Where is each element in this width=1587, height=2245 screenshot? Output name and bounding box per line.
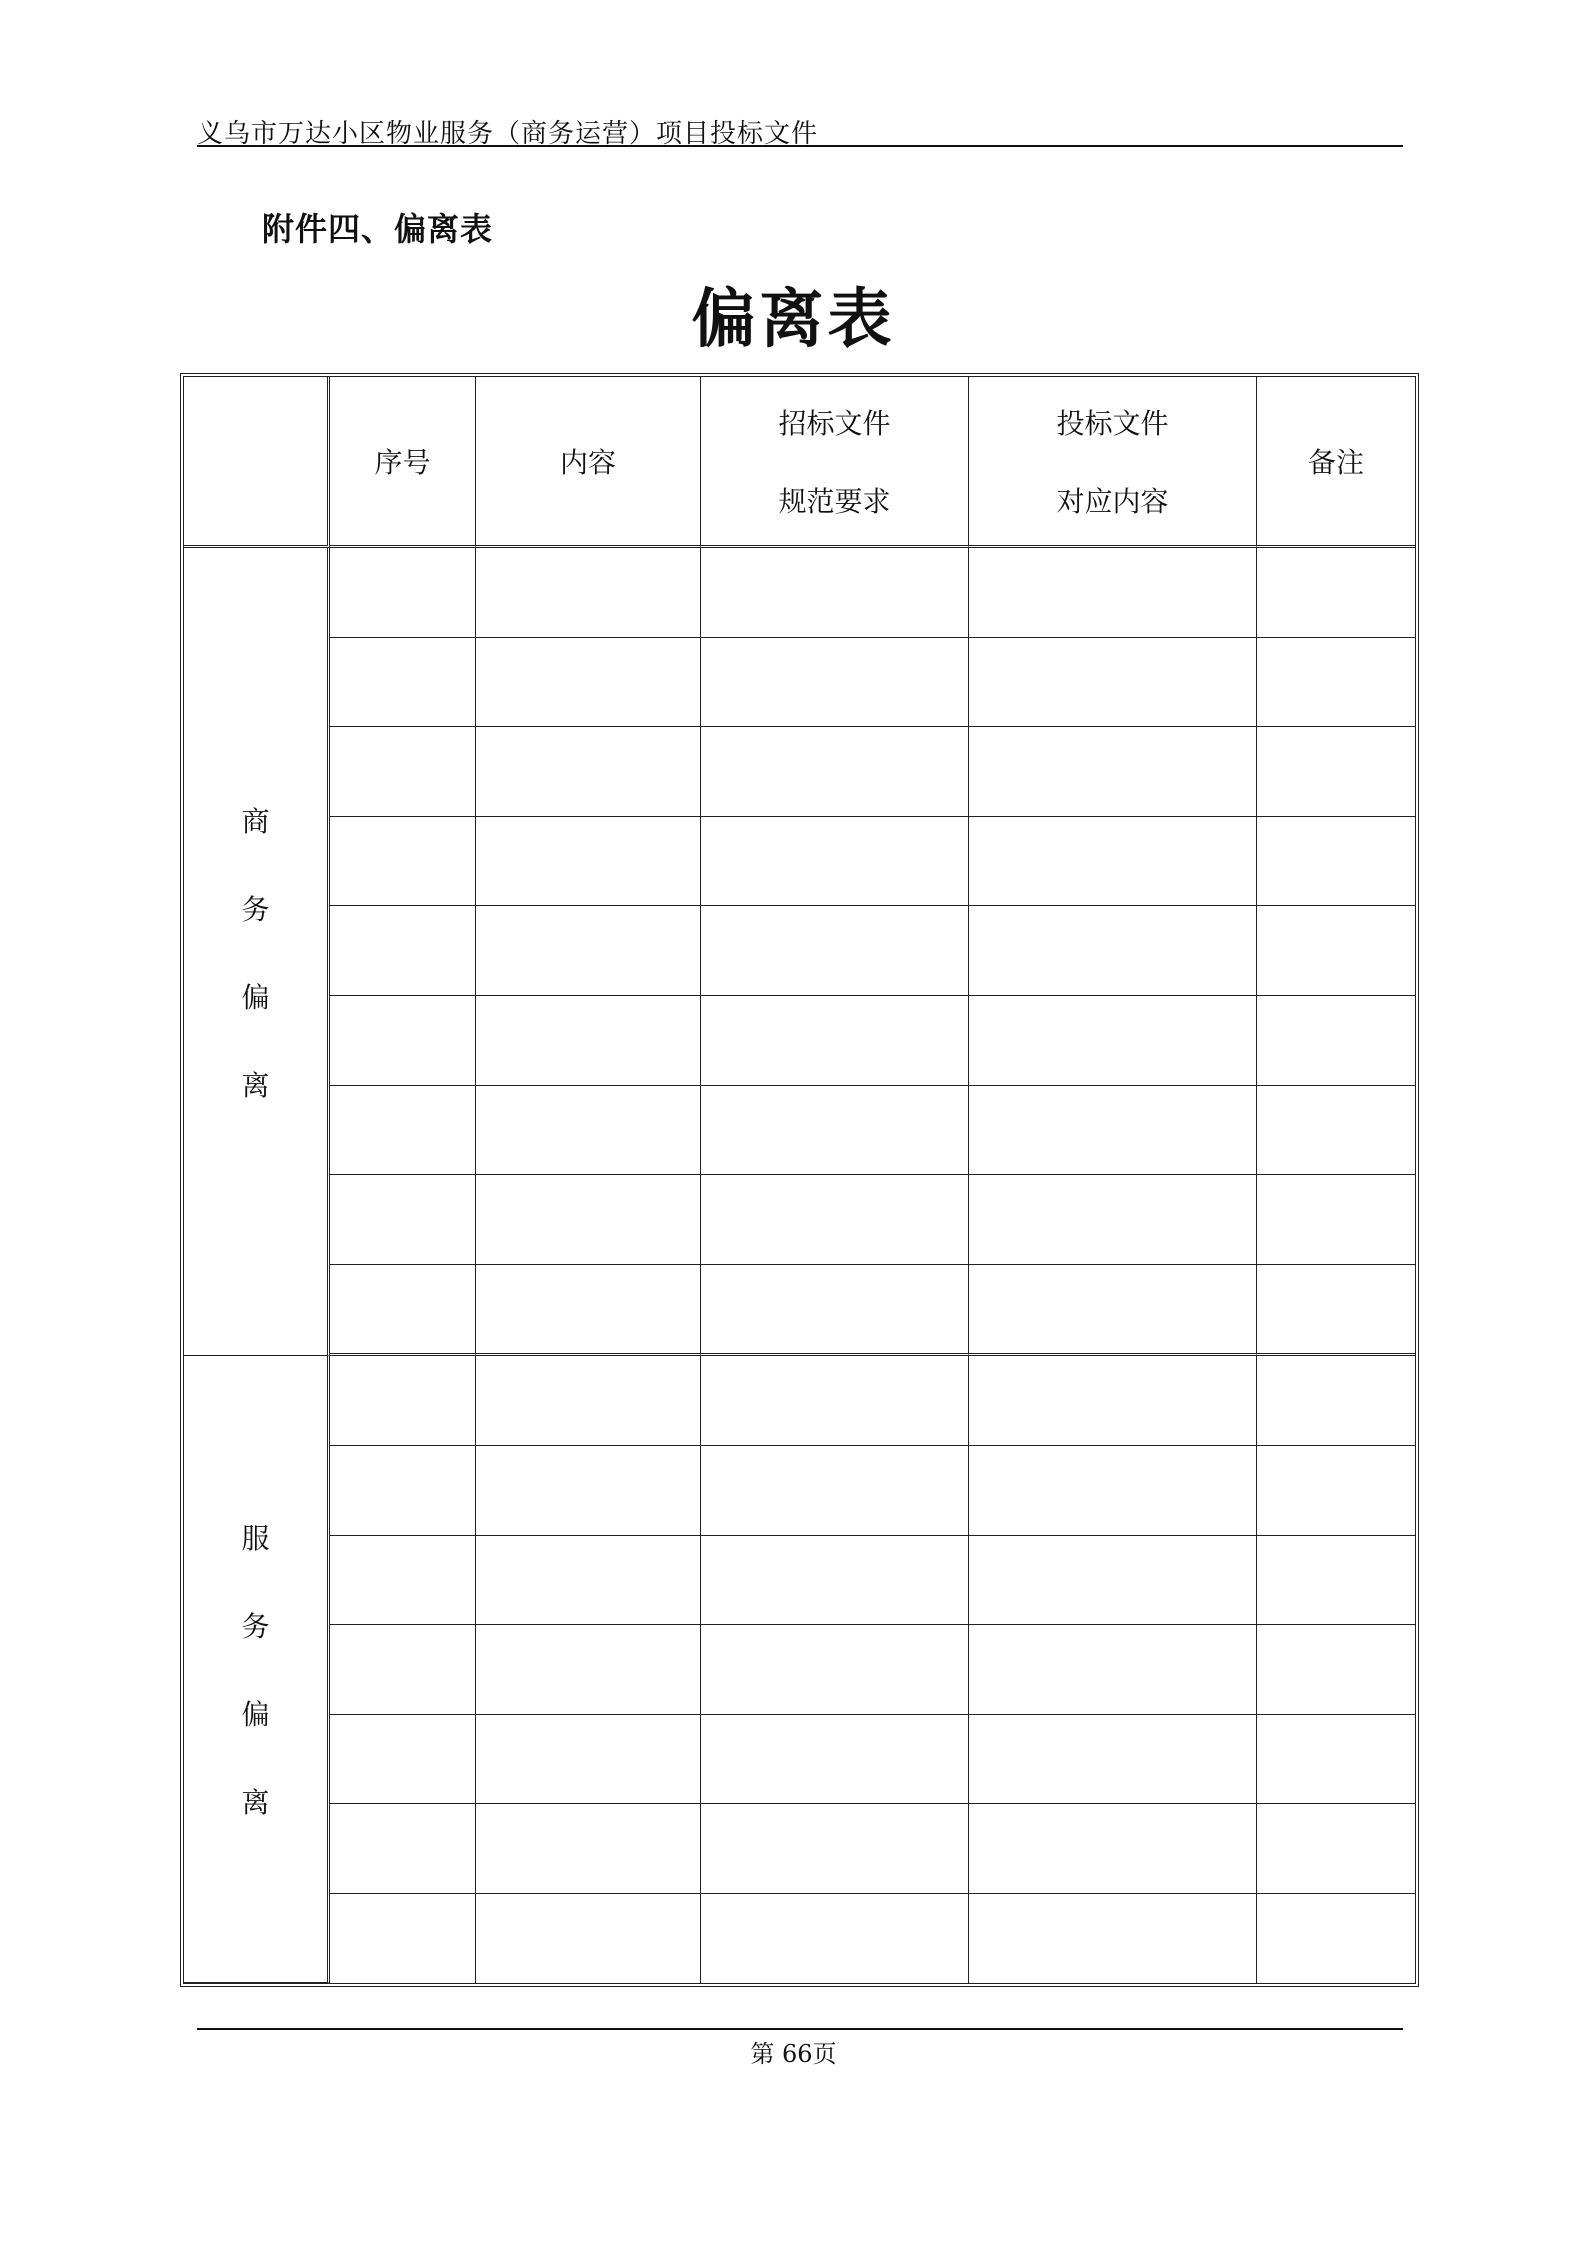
- table-cell: [1257, 1265, 1415, 1357]
- table-cell: [476, 1625, 701, 1715]
- table-cell: [330, 1804, 476, 1894]
- table-cell: [476, 1804, 701, 1894]
- table-cell: [1257, 1715, 1415, 1805]
- table-row: [184, 1265, 1415, 1357]
- table-cell: [330, 548, 476, 638]
- table-cell: [1257, 1446, 1415, 1536]
- table-cell: [701, 1265, 969, 1357]
- table-cell: [701, 548, 969, 638]
- business-deviation-label-char: 务: [241, 892, 270, 926]
- table-row: [184, 1625, 1415, 1715]
- table-cell: [330, 1086, 476, 1176]
- service-deviation-label-char: 偏: [241, 1697, 270, 1731]
- table-cell: [969, 638, 1257, 728]
- header-bid-content: [969, 377, 1257, 548]
- header-bid-line2: 对应内容: [1056, 485, 1169, 518]
- table-cell: [476, 817, 701, 907]
- table-cell: [1257, 817, 1415, 907]
- table-cell: [330, 1536, 476, 1626]
- table-cell: [969, 1715, 1257, 1805]
- table-cell: [330, 817, 476, 907]
- table-cell: [701, 1536, 969, 1626]
- header-remarks: 备注: [1257, 377, 1415, 548]
- table-header-row: [184, 377, 1415, 548]
- table-cell: [330, 1356, 476, 1446]
- table-cell: [1257, 906, 1415, 996]
- header-tender-requirements: [701, 377, 969, 548]
- table-row: [184, 638, 1415, 728]
- table-row: [184, 727, 1415, 817]
- table-cell: [969, 1536, 1257, 1626]
- table-cell: [476, 548, 701, 638]
- table-cell: [969, 548, 1257, 638]
- table-cell: [1257, 1356, 1415, 1446]
- business-deviation-label-char: 离: [241, 1068, 270, 1102]
- header-rule: [197, 145, 1403, 147]
- table-cell: [701, 1086, 969, 1176]
- header-content: 内容: [476, 377, 701, 548]
- table-cell: [476, 1536, 701, 1626]
- table-cell: [969, 1894, 1257, 1983]
- table-cell: [969, 906, 1257, 996]
- table-cell: [1257, 638, 1415, 728]
- table-cell: [1257, 1175, 1415, 1265]
- service-deviation-label: [184, 1517, 327, 1821]
- section-heading: 附件四、偏离表: [262, 210, 494, 248]
- table-cell: [476, 1446, 701, 1536]
- table-cell: [701, 638, 969, 728]
- table-cell: [701, 1175, 969, 1265]
- table-cell: [969, 817, 1257, 907]
- service-deviation-label-char: 离: [241, 1785, 270, 1819]
- table-row: [184, 1446, 1415, 1536]
- table-cell: [476, 1894, 701, 1983]
- table-cell: [476, 1175, 701, 1265]
- deviation-table: [180, 373, 1419, 1987]
- header-tender-line1: 招标文件: [778, 407, 891, 440]
- service-deviation-label-char: 务: [241, 1609, 270, 1643]
- table-row: [184, 906, 1415, 996]
- business-deviation-label: [184, 800, 327, 1104]
- page-number: 第 66页: [750, 2040, 837, 2068]
- table-cell: [969, 1265, 1257, 1357]
- table-cell: [330, 996, 476, 1086]
- table-cell: [701, 906, 969, 996]
- table-cell: [701, 727, 969, 817]
- table-row: [184, 1086, 1415, 1176]
- table-cell: [1257, 1894, 1415, 1983]
- header-corner-cell: [184, 377, 330, 548]
- business-deviation-label-char: 偏: [241, 980, 270, 1014]
- service-deviation-label-cell: [184, 1356, 330, 1982]
- table-cell: [476, 906, 701, 996]
- table-cell: [1257, 1625, 1415, 1715]
- table-row: [184, 1894, 1415, 1983]
- table-cell: [330, 1446, 476, 1536]
- table-cell: [969, 1446, 1257, 1536]
- table-row: [184, 1715, 1415, 1805]
- business-deviation-label-char: 商: [241, 804, 270, 838]
- table-cell: [1257, 548, 1415, 638]
- table-cell: [969, 1625, 1257, 1715]
- service-deviation-label-char: 服: [241, 1521, 270, 1555]
- table-cell: [701, 817, 969, 907]
- header-seq: 序号: [330, 377, 476, 548]
- table-cell: [476, 1356, 701, 1446]
- table-cell: [330, 1625, 476, 1715]
- table-cell: [701, 1894, 969, 1983]
- table-cell: [330, 1175, 476, 1265]
- table-row: [184, 817, 1415, 907]
- table-cell: [969, 1356, 1257, 1446]
- table-cell: [701, 1804, 969, 1894]
- table-cell: [969, 1804, 1257, 1894]
- table-cell: [476, 1715, 701, 1805]
- table-cell: [330, 1894, 476, 1983]
- table-cell: [1257, 1086, 1415, 1176]
- table-cell: [701, 1625, 969, 1715]
- table-cell: [476, 1265, 701, 1357]
- table-row: [184, 1536, 1415, 1626]
- table-row: [184, 1356, 1415, 1446]
- table-title: 偏离表: [691, 282, 896, 357]
- table-cell: [969, 996, 1257, 1086]
- table-cell: [330, 638, 476, 728]
- header-tender-line2: 规范要求: [778, 485, 891, 518]
- table-cell: [701, 996, 969, 1086]
- table-cell: [969, 1086, 1257, 1176]
- table-cell: [1257, 996, 1415, 1086]
- table-cell: [969, 727, 1257, 817]
- table-cell: [330, 1265, 476, 1357]
- table-row: [184, 996, 1415, 1086]
- table-cell: [330, 906, 476, 996]
- table-cell: [330, 1715, 476, 1805]
- document-header: 义乌市万达小区物业服务（商务运营）项目投标文件: [197, 119, 819, 149]
- table-cell: [476, 1086, 701, 1176]
- table-cell: [330, 727, 476, 817]
- header-bid-line1: 投标文件: [1056, 407, 1169, 440]
- table-cell: [476, 996, 701, 1086]
- deviation-table-wrap: [180, 373, 1419, 1964]
- table-cell: [701, 1715, 969, 1805]
- table-row: [184, 1175, 1415, 1265]
- table-cell: [476, 727, 701, 817]
- table-cell: [1257, 1536, 1415, 1626]
- table-cell: [476, 638, 701, 728]
- table-cell: [969, 1175, 1257, 1265]
- business-deviation-label-cell: [184, 548, 330, 1356]
- table-cell: [701, 1446, 969, 1536]
- table-cell: [701, 1356, 969, 1446]
- table-row: [184, 548, 1415, 638]
- footer-rule: [197, 2028, 1403, 2030]
- table-cell: [1257, 727, 1415, 817]
- table-row: [184, 1804, 1415, 1894]
- table-cell: [1257, 1804, 1415, 1894]
